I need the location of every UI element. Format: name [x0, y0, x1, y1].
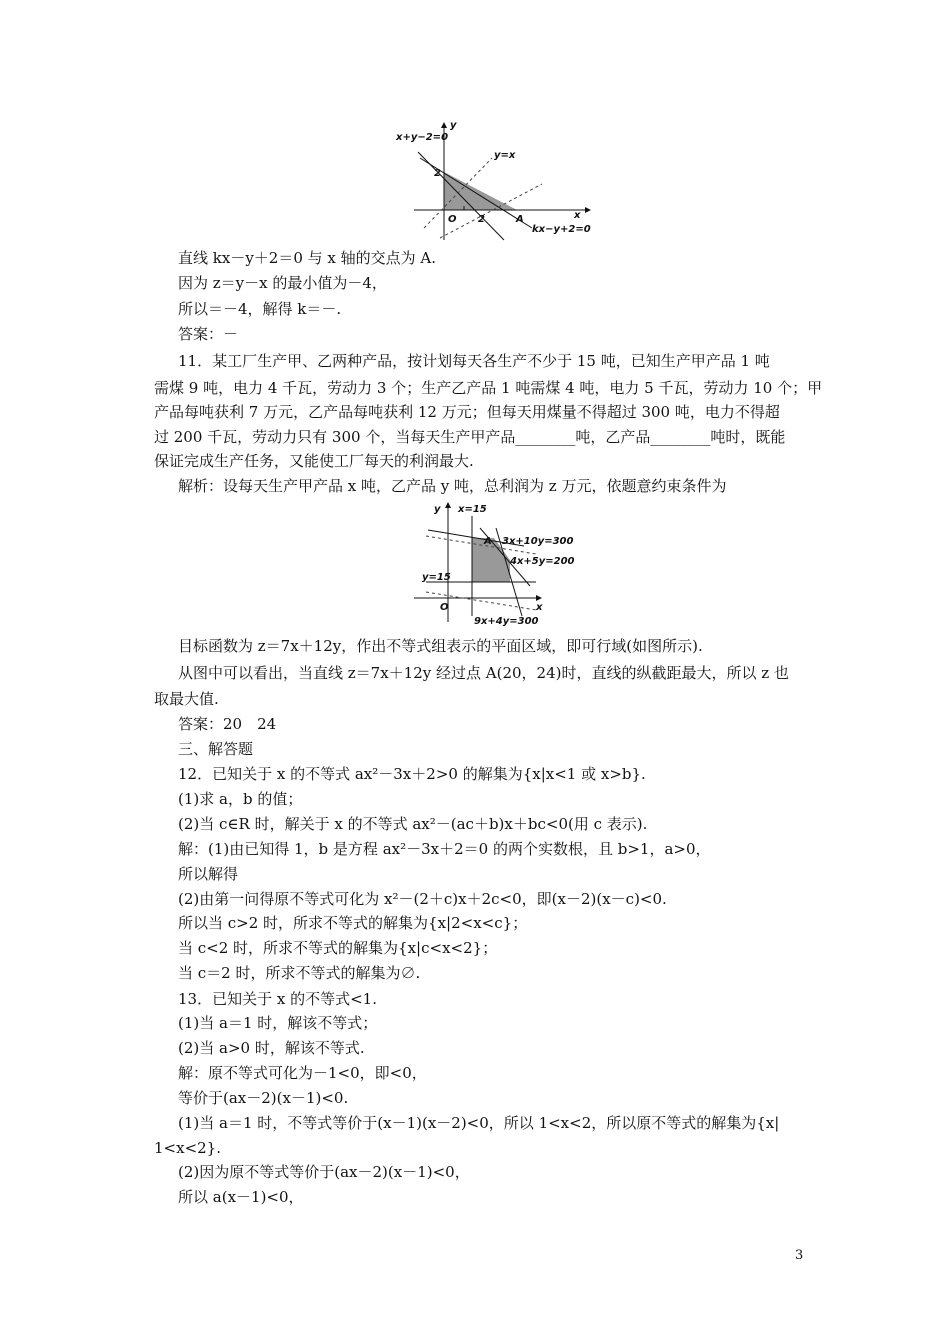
text-line: (2)当 a>0 时，解该不等式.	[178, 1039, 365, 1057]
text-line: (2)因为原不等式等价于(ax－2)(x－1)<0，	[178, 1163, 470, 1181]
text-line: 当 c＝2 时，所求不等式的解集为∅.	[178, 964, 421, 982]
text-line: 所以 a(x－1)<0，	[178, 1188, 304, 1206]
label-l2: 4x+5y=200	[510, 556, 575, 567]
text-line: 所以解得	[178, 865, 239, 883]
label-origin: O	[440, 602, 449, 613]
label-l3: 9x+4y=300	[474, 616, 539, 627]
text-line: 所以当 c>2 时，所求不等式的解集为{x|2<x<c}；	[178, 914, 528, 932]
label-line1: x+y−2=0	[396, 132, 449, 143]
text-line: 保证完成生产任务，又能使工厂每天的利润最大.	[154, 452, 474, 470]
text-line: 从图中可以看出，当直线 z＝7x＋12y 经过点 A(20，24)时，直线的纵截距最大，所以 z 也	[178, 664, 789, 682]
x-axis-arrow	[536, 595, 542, 601]
text-line: 直线 kx－y＋2＝0 与 x 轴的交点为 A.	[178, 249, 437, 267]
text-line: 11．某工厂生产甲、乙两种产品，按计划每天各生产不少于 15 吨，已知生产甲产品 1 吨	[178, 352, 770, 370]
text-line: 解：(1)由已知得 1，b 是方程 ax²－3x＋2＝0 的两个实数根，且 b>1，a>0，	[178, 840, 711, 858]
label-y-eq-x: y=x	[494, 150, 516, 161]
figure-2-svg	[412, 500, 592, 626]
label-x-axis: x	[574, 210, 581, 221]
text-line: 答案：20 24	[178, 715, 277, 733]
label-y-axis: y	[450, 120, 457, 131]
text-line: 需煤 9 吨，电力 4 千瓦，劳动力 3 个；生产乙产品 1 吨需煤 4 吨，电力 5 千瓦，劳动力 10 个；甲	[154, 379, 823, 397]
x-axis-arrow	[585, 207, 591, 213]
label-y-axis: y	[434, 504, 441, 515]
page-number: 3	[795, 1248, 804, 1263]
y-axis-arrow	[445, 502, 451, 508]
text-line: (2)由第一问得原不等式可化为 x²－(2＋c)x＋2c<0，即(x－2)(x－c)<0.	[178, 890, 667, 908]
figure-1-svg	[380, 116, 600, 242]
figure-linear-region-1	[380, 116, 600, 242]
label-origin: O	[448, 214, 457, 225]
text-line: (2)当 c∈R 时，解关于 x 的不等式 ax²－(ac＋b)x＋bc<0(用 c 表示).	[178, 815, 648, 833]
label-line2: kx−y+2=0	[532, 224, 591, 235]
label-2-y: 2	[434, 168, 441, 179]
text-line: 当 c<2 时，所求不等式的解集为{x|c<x<2}；	[178, 939, 498, 957]
shaded-region	[444, 172, 517, 210]
label-A: A	[516, 214, 524, 225]
text-line: 1<x<2}.	[154, 1139, 221, 1157]
label-y15: y=15	[422, 572, 451, 583]
text-line: (1)求 a，b 的值；	[178, 790, 303, 808]
label-l1: 3x+10y=300	[502, 536, 574, 547]
text-line: 产品每吨获利 7 万元，乙产品每吨获利 12 万元；但每天用煤量不得超过 300 吨，电力不得超	[154, 403, 780, 421]
text-line: 12．已知关于 x 的不等式 ax²－3x＋2>0 的解集为{x|x<1 或 x>b}.	[178, 765, 646, 783]
text-line: 13．已知关于 x 的不等式<1.	[178, 990, 377, 1008]
label-A: A	[484, 536, 492, 547]
text-line: 三、解答题	[178, 740, 254, 758]
text-line: (1)当 a＝1 时，不等式等价于(x－1)(x－2)<0，所以 1<x<2，所以原不等式的解集为{x|	[178, 1114, 780, 1132]
label-2-x: 2	[478, 214, 485, 225]
label-x-axis: x	[536, 602, 543, 613]
label-x15: x=15	[458, 504, 487, 515]
text-line: (1)当 a＝1 时，解该不等式；	[178, 1014, 378, 1032]
text-line: 解析：设每天生产甲产品 x 吨，乙产品 y 吨，总利润为 z 万元，依题意约束条件为	[178, 477, 727, 495]
y-axis-arrow	[441, 122, 447, 128]
text-line: 目标函数为 z＝7x＋12y，作出不等式组表示的平面区域，即可行域(如图所示).	[178, 637, 703, 655]
text-line: 过 200 千瓦，劳动力只有 300 个，当每天生产甲产品________吨，乙产品________吨时，既能	[154, 428, 786, 446]
text-line: 因为 z＝y－x 的最小值为－4，	[178, 274, 387, 292]
text-line: 取最大值.	[154, 690, 219, 708]
text-line: 解：原不等式可化为－1<0，即<0，	[178, 1064, 427, 1082]
text-line: 答案：－	[178, 325, 239, 343]
text-line: 等价于(ax－2)(x－1)<0.	[178, 1089, 349, 1107]
figure-linear-region-2	[412, 500, 592, 626]
text-line: 所以＝－4，解得 k＝－.	[178, 300, 342, 318]
